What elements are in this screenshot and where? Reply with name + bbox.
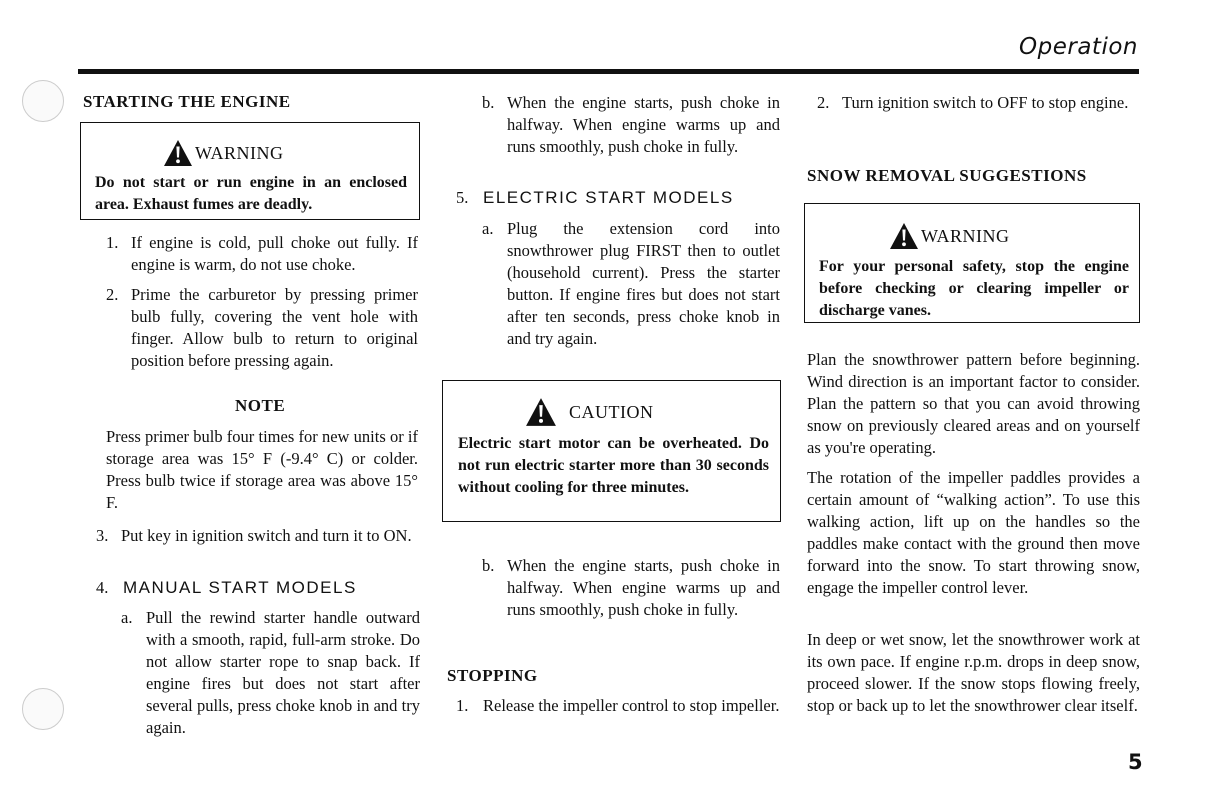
step-text: When the engine starts, push choke in halfway. When engine warms up and runs smoothly, push choke in fully. <box>507 93 780 156</box>
caution-text: Electric start motor can be overheated. Do not run electric starter more than 30 seconds without cooling for three minutes. <box>458 435 769 496</box>
caution-box-electric-starter <box>442 380 781 522</box>
step-number: 3. <box>96 526 109 545</box>
section-heading-stopping: STOPPING <box>447 666 538 685</box>
step-text: Pull the rewind starter handle outward with a smooth, rapid, full-arm stroke. Do not allow starter rope to snap back. If engine fires but does not start after several pulls, press choke knob in and try again. <box>146 608 420 737</box>
warning-box-enclosed-area <box>80 122 420 220</box>
note-text: Press primer bulb four times for new units or if storage area was 15° F (-9.4° C) or colder. Press bulb twice if storage area was above 15° F. <box>106 427 418 512</box>
warning-triangle-icon <box>163 139 193 167</box>
step-number: a. <box>121 608 133 627</box>
step-number: 4. <box>96 578 109 597</box>
step-5b <box>482 555 780 621</box>
step-number: 1. <box>456 696 469 715</box>
paragraph-plan-pattern: Plan the snowthrower pattern before beginning. Wind direction is an important factor to consider. Plan the pattern so that you can avoid throwing snow on previously cleared areas and on yourself as you're operating. <box>807 350 1140 457</box>
step-number: 2. <box>106 285 119 304</box>
warning-label: WARNING <box>921 225 1010 246</box>
stop-step-1 <box>456 695 780 717</box>
step-text: Turn ignition switch to OFF to stop engine. <box>842 93 1129 112</box>
binder-hole <box>22 688 64 730</box>
step-5a <box>482 218 780 350</box>
step-text: Plug the extension cord into snowthrower plug FIRST then to outlet (household current). Press the starter button. If engine fires but does not start after ten seconds, press choke knob in and try again. <box>507 219 780 348</box>
step-number: 2. <box>817 93 830 112</box>
step-text: If engine is cold, pull choke out fully. If engine is warm, do not use choke. <box>131 233 418 274</box>
step-title-electric-start: ELECTRIC START MODELS <box>483 188 734 207</box>
paragraph-walking-action: The rotation of the impeller paddles provides a certain amount of “walking action”. To use this walking action, lift up on the handles so the paddles make contact with the ground then move forward into the snow. To start throwing snow, engage the impeller control lever. <box>807 468 1140 597</box>
step-4b <box>482 92 780 158</box>
page-header-title: Operation <box>1019 34 1138 60</box>
note-heading: NOTE <box>235 396 286 415</box>
step-number: 5. <box>456 188 469 207</box>
step-5 <box>456 187 780 209</box>
binder-hole <box>22 80 64 122</box>
page-number: 5 <box>1128 750 1143 774</box>
step-2 <box>106 284 418 372</box>
step-text: Release the impeller control to stop impeller. <box>483 696 780 715</box>
caution-label: CAUTION <box>569 401 654 422</box>
step-4 <box>96 577 420 599</box>
step-4a <box>121 607 420 739</box>
warning-triangle-icon <box>889 222 919 250</box>
warning-triangle-icon <box>525 397 557 427</box>
step-text: Put key in ignition switch and turn it to ON. <box>121 526 412 545</box>
warning-text: For your personal safety, stop the engine before checking or clearing impeller or discharge vanes. <box>819 258 1129 319</box>
header-rule <box>78 69 1139 74</box>
step-1 <box>106 232 418 276</box>
step-number: b. <box>482 93 495 112</box>
step-number: 1. <box>106 233 119 252</box>
step-text: Prime the carburetor by pressing primer bulb fully, covering the vent hole with finger. Allow bulb to return to original position before pressing again. <box>131 285 418 370</box>
step-text: When the engine starts, push choke in halfway. When engine warms up and runs smoothly, push choke in fully. <box>507 556 780 619</box>
stop-step-2 <box>817 92 1140 114</box>
warning-text: Do not start or run engine in an enclosed area. Exhaust fumes are deadly. <box>95 174 407 213</box>
step-number: b. <box>482 556 495 575</box>
paragraph-deep-snow: In deep or wet snow, let the snowthrower work at its own pace. If engine r.p.m. drops in deep snow, proceed slower. If the snow stops flowing freely, stop or back up to let the snowthrower clear itself. <box>807 630 1140 715</box>
step-number: a. <box>482 219 494 238</box>
step-3 <box>96 525 420 547</box>
step-title-manual-start: MANUAL START MODELS <box>123 578 357 597</box>
section-heading-starting-engine: STARTING THE ENGINE <box>83 92 291 111</box>
warning-label: WARNING <box>195 142 284 163</box>
section-heading-snow-removal: SNOW REMOVAL SUGGESTIONS <box>807 166 1087 185</box>
warning-box-impeller <box>804 203 1140 323</box>
